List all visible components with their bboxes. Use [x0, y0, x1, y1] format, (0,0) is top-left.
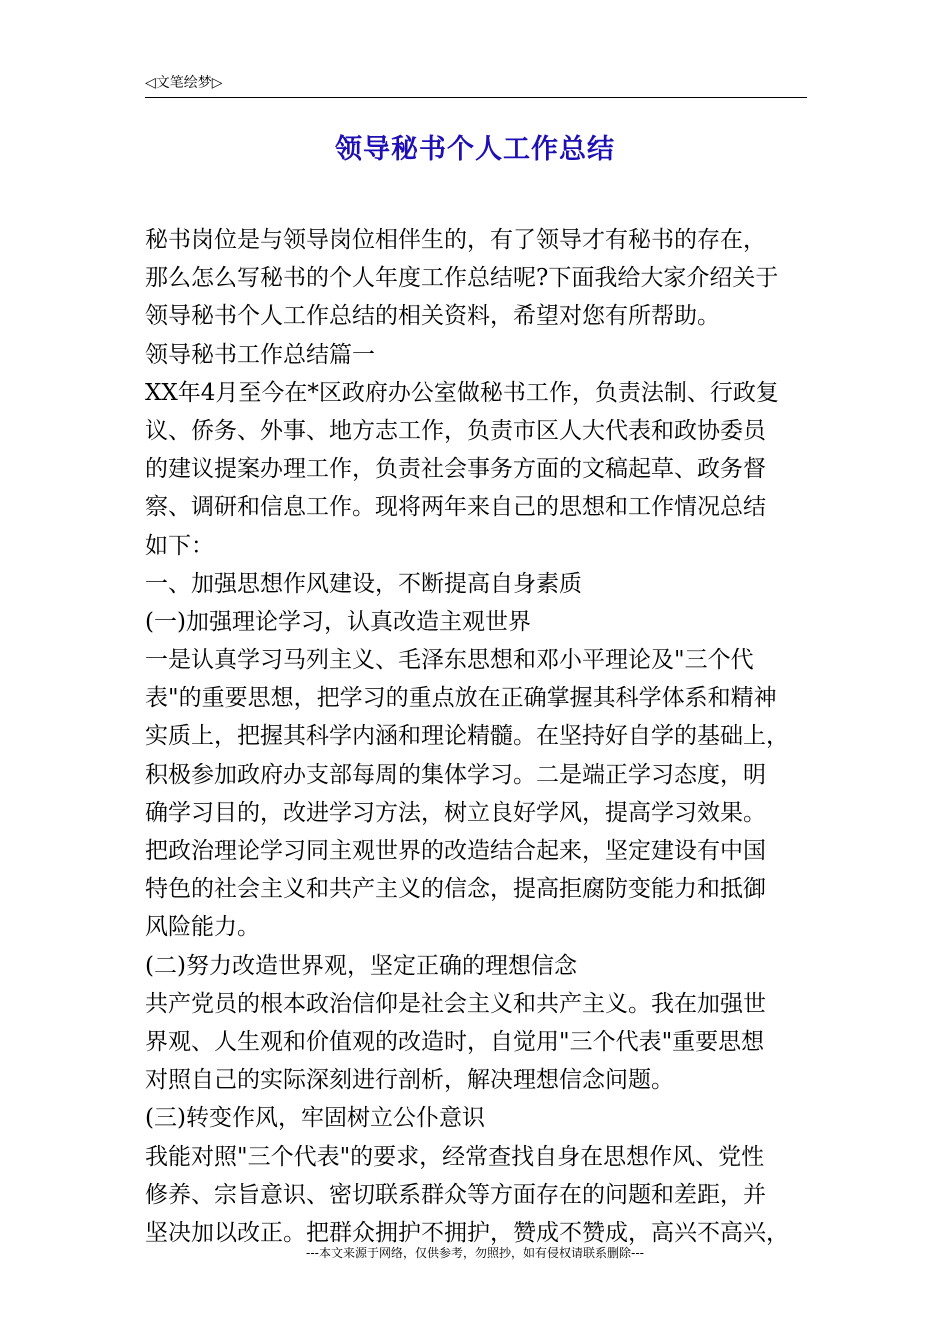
body-line: 共产党员的根本政治信仰是社会主义和共产主义。我在加强世 — [145, 990, 766, 1017]
body-line: 那么怎么写秘书的个人年度工作总结呢?下面我给大家介绍关于 — [145, 265, 779, 292]
body-line: 把政治理论学习同主观世界的改造结合起来，坚定建设有中国 — [145, 838, 766, 864]
body-line: 我能对照"三个代表"的要求，经常查找自身在思想作风、党性 — [145, 1143, 765, 1170]
body-line: 对照自己的实际深刻进行剖析，解决理想信念问题。 — [145, 1067, 674, 1094]
page-footer-disclaimer: ---本文来源于网络，仅供参考，勿照抄，如有侵权请联系删除--- — [306, 1246, 644, 1260]
body-line: 秘书岗位是与领导岗位相伴生的，有了领导才有秘书的存在， — [145, 227, 766, 253]
subsection-heading: (二)努力改造世界观，坚定正确的理想信念 — [145, 952, 577, 979]
subsection-heading: (一)加强理论学习，认真改造主观世界 — [145, 608, 531, 635]
body-line: 实质上，把握其科学内涵和理论精髓。在坚持好自学的基础上， — [145, 723, 789, 750]
body-line: 积极参加政府办支部每周的集体学习。二是端正学习态度，明 — [145, 761, 766, 788]
page-header-text: ◁文笔绘梦▷ — [145, 75, 223, 91]
body-line: 察、调研和信息工作。现将两年来自己的思想和工作情况总结 — [145, 494, 766, 521]
subsection-heading: (三)转变作风，牢固树立公仆意识 — [145, 1105, 485, 1132]
body-line: 确学习目的，改进学习方法，树立良好学风，提高学习效果。 — [145, 799, 766, 826]
body-line: XX年4月至今在*区政府办公室做秘书工作，负责法制、行政复 — [145, 379, 779, 406]
body-line: 界观、人生观和价值观的改造时，自觉用"三个代表"重要思想 — [145, 1028, 765, 1055]
body-line: 表"的重要思想，把学习的重点放在正确掌握其科学体系和精神 — [145, 685, 777, 712]
body-line: 特色的社会主义和共产主义的信念，提高拒腐防变能力和抵御 — [145, 876, 766, 903]
body-line: 坚决加以改正。把群众拥护不拥护，赞成不赞成，高兴不高兴， — [145, 1219, 789, 1246]
body-line: 议、侨务、外事、地方志工作，负责市区人大代表和政协委员 — [145, 417, 766, 444]
body-line: 风险能力。 — [145, 914, 260, 941]
document-title: 领导秘书个人工作总结 — [335, 134, 615, 165]
section-heading: 领导秘书工作总结篇一 — [145, 341, 375, 368]
body-line: 如下： — [145, 532, 214, 559]
body-line: 修养、宗旨意识、密切联系群众等方面存在的问题和差距，并 — [145, 1181, 766, 1208]
header-divider — [145, 97, 807, 98]
body-line: 的建议提案办理工作，负责社会事务方面的文稿起草、政务督 — [145, 456, 766, 483]
section-heading: 一、加强思想作风建设，不断提高自身素质 — [145, 570, 582, 597]
body-line: 领导秘书个人工作总结的相关资料，希望对您有所帮助。 — [145, 303, 720, 330]
document-body — [145, 221, 807, 1252]
body-line: 一是认真学习马列主义、毛泽东思想和邓小平理论及"三个代 — [145, 647, 754, 674]
